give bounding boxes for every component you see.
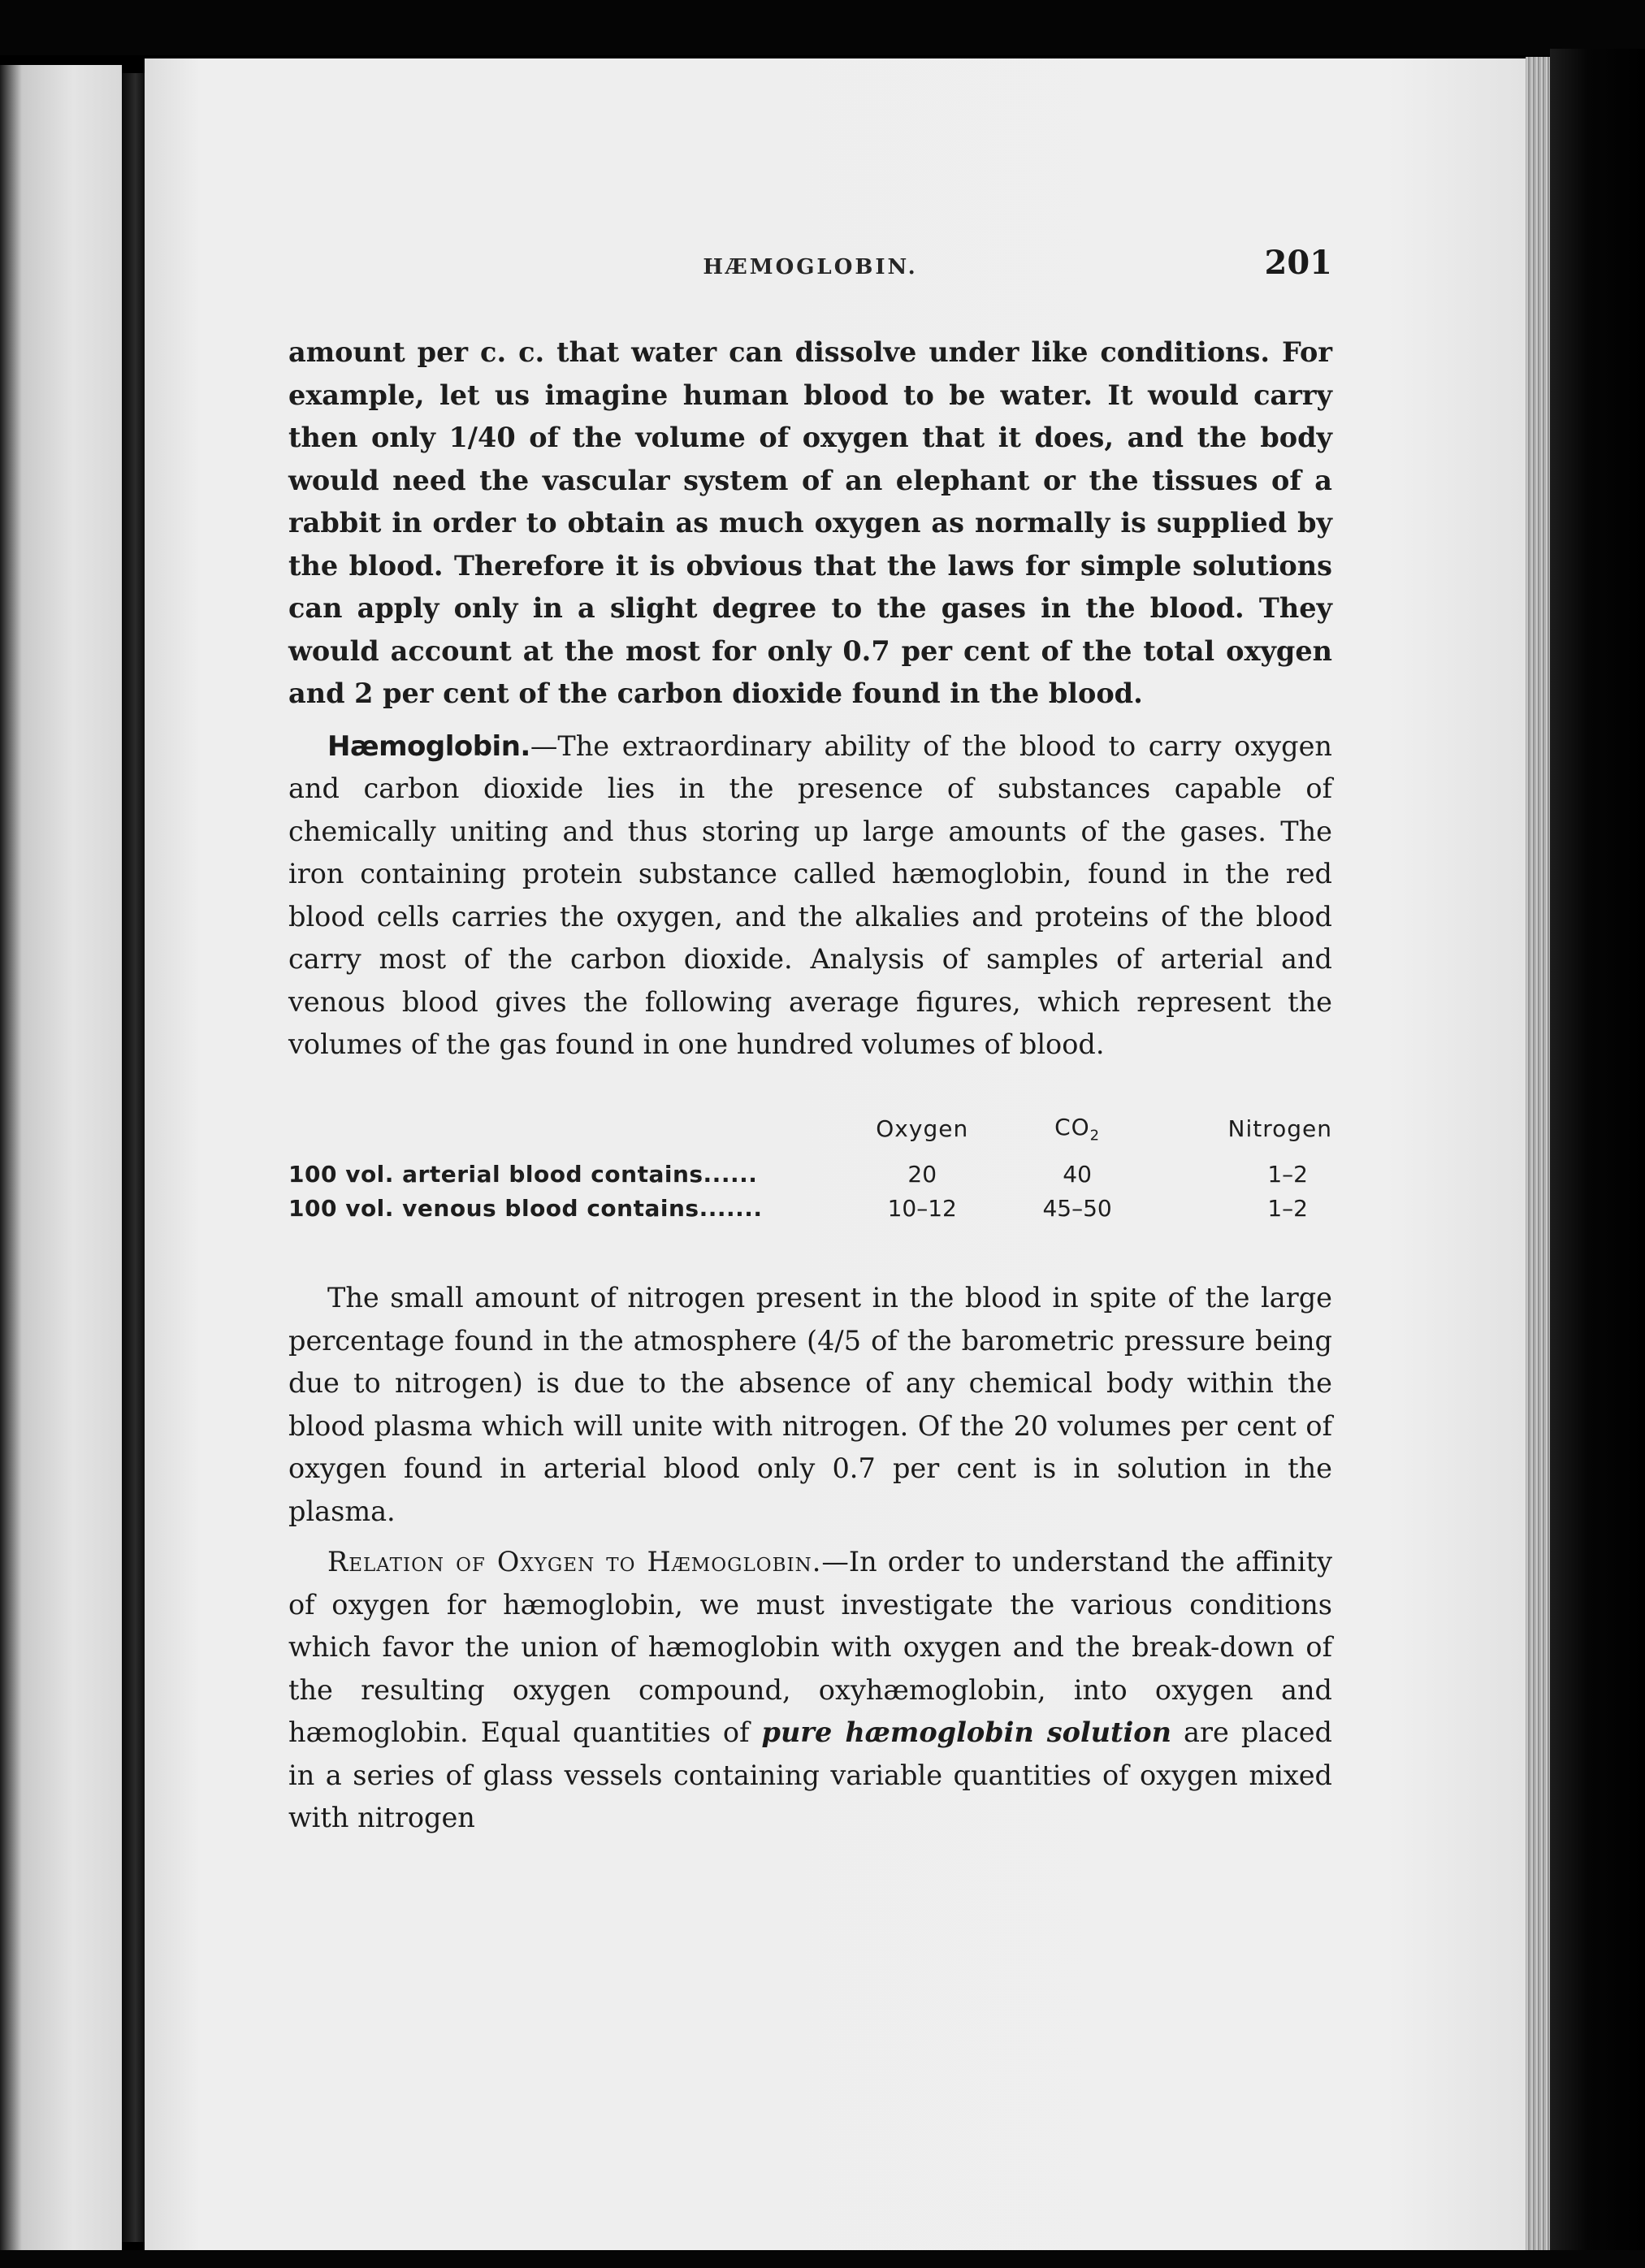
scan-frame-top [0,0,1645,55]
page-block-edge [1526,57,1550,2262]
column-header-co2-text: CO [1054,1113,1090,1140]
paragraph-oxygen-relation-body-b: are placed in a series of glass vessels containing variable quantities of oxygen mixed with nitrogen [288,1716,1332,1834]
column-header-co2 [1002,1114,1153,1158]
blood-gas-table [288,1114,1332,1226]
cell-arterial-nitrogen: 1–2 [1267,1160,1308,1188]
table-row [288,1191,1332,1225]
cell-venous-oxygen: 10–12 [887,1194,957,1222]
section-heading-oxygen-relation: Relation of Oxygen to Hæmoglobin. [327,1546,822,1578]
emphasis-pure-haemoglobin: pure hæmoglobin solution [761,1716,1171,1749]
running-head [288,244,1332,292]
paragraph-haemoglobin [288,725,1332,1067]
column-header-nitrogen: Nitrogen [1227,1115,1332,1142]
table-row [288,1157,1332,1191]
row-label-arterial: 100 vol. arterial blood contains...... [288,1160,758,1188]
page-number: 201 [1264,244,1332,282]
table-header-blank [288,1114,842,1158]
cell-venous-nitrogen: 1–2 [1267,1194,1308,1222]
paragraph-oxygen-relation-body-a: —In order to understand the affinity of oxygen for hæmoglobin, we must investigate the various conditions which favor the union of hæmoglobin with oxygen and the break-down of the resulting oxygen compound, oxyhæmoglobin, into oxygen and hæmoglobin. Equal quantities of [288,1546,1332,1749]
paragraph-dissolved-gases: amount per c. c. that water can dissolve under like conditions. For example, let us imagine human blood to be water. It would carry then only 1/40 of the volume of oxygen that it does, and the body would need the vascular system of an elephant or the tissues of a rabbit in order to obtain as much oxygen as normally is supplied by the blood. Therefore it is obvious that the laws for simple solutions can apply only in a slight degree to the gases in the blood. They would account at the most for only 0.7 per cent of the total oxygen and 2 per cent of the carbon dioxide found in the blood. [288,336,1332,709]
scan-frame-right [1550,49,1645,2268]
row-label-venous: 100 vol. venous blood contains....... [288,1194,763,1222]
scan-frame-bottom [0,2250,1645,2268]
facing-page-edge [0,65,122,2258]
cell-arterial-oxygen: 20 [907,1160,937,1188]
cell-arterial-co2: 40 [1063,1160,1092,1188]
running-title: HÆMOGLOBIN. [703,255,918,279]
section-heading-haemoglobin: Hæmoglobin. [327,729,530,763]
column-header-oxygen: Oxygen [876,1115,969,1142]
table-header-row [288,1114,1332,1158]
column-header-co2-subscript: 2 [1089,1127,1101,1145]
page-content [288,244,1332,1840]
cell-venous-co2: 45–50 [1042,1194,1112,1222]
book-gutter [122,73,145,2242]
paragraph-nitrogen: The small amount of nitrogen present in the blood in spite of the large percentage found in the atmosphere (4/5 of the barometric pressure being due to nitrogen) is due to the absence of any chemical body within the blood plasma which will unite with nitrogen. Of the 20 volumes per cent of oxygen found in arterial blood only 0.7 per cent is in solution in the plasma. [288,1282,1332,1527]
paragraph-oxygen-relation [288,1541,1332,1840]
paragraph-haemoglobin-body: —The extraordinary ability of the blood to carry oxygen and carbon dioxide lies in the presence of substances capable of chemically uniting and thus storing up large amounts of the gases. The iron containing protein substance called hæmoglobin, found in the red blood cells carries the oxygen, and the alkalies and proteins of the blood carry most of the carbon dioxide. Analysis of samples of arterial and venous blood gives the following average figures, which represent the volumes of the gas found in one hundred volumes of blood. [288,729,1332,1060]
